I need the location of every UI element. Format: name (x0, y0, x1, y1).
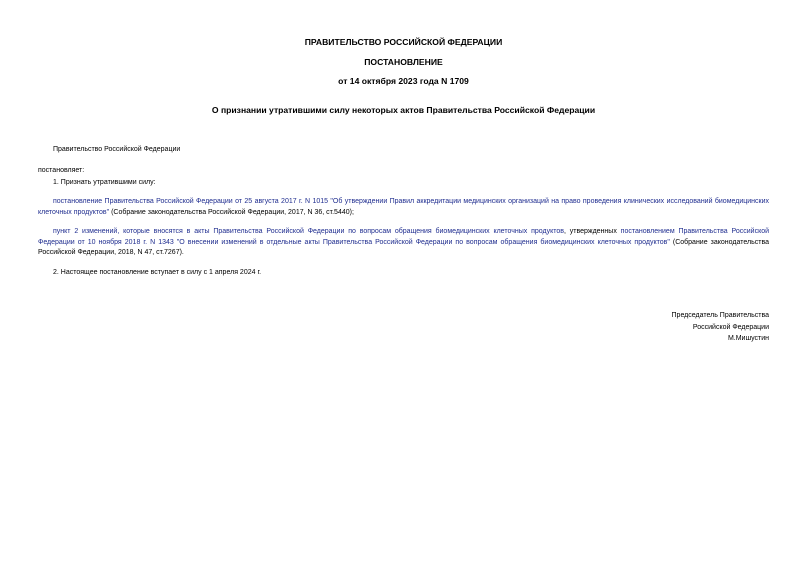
item1-b-mid: , утвержденных (563, 228, 621, 235)
amendments-item2-link[interactable]: пункт 2 изменений, которые вносятся в акты Правительства Российской Федерации по вопросам обращения биомедицинских клеточных продуктов (53, 228, 564, 235)
signatory-position-line1: Председатель Правительства (671, 312, 769, 319)
document-date-number: от 14 октября 2023 года N 1709 (338, 76, 469, 86)
signatory-position-line2: Российской Федерации (692, 323, 769, 331)
signatory-name: М.Мишустин (727, 335, 769, 342)
item1-a-source: (Собрание законодательства Российской Федерации, 2017, N 36, ст.5440); (109, 208, 354, 216)
document-type: ПОСТАНОВЛЕНИЕ (364, 57, 443, 67)
signature-block (672, 310, 769, 345)
item1-paragraph-b (38, 227, 769, 259)
decides-line: постановляет: (38, 167, 85, 174)
item2-paragraph: 2. Настоящее постановление вступает в силу с 1 апреля 2024 г. (53, 269, 262, 276)
item1-paragraph-a (38, 197, 769, 218)
government-heading: ПРАВИТЕЛЬСТВО РОССИЙСКОЙ ФЕДЕРАЦИИ (304, 37, 503, 47)
resolution-1343-link[interactable]: постановлением Правительства Российской Федерации от 10 ноября 2018 г. N 1343 "О внесении изменений в отдельные акты Правительства Российской Федерации по вопросам обращения биомедицинских клеточных продуктов" (38, 228, 770, 246)
resolution-1015-link[interactable]: постановление Правительства Российской Федерации от 25 августа 2017 г. N 1015 "Об утверждении Правил аккредитации медицинских организаций на право проведения клинических исследований биомедицинских клеточных продуктов" (38, 198, 769, 216)
item1-intro: 1. Признать утратившими силу: (53, 179, 156, 186)
document-title: О признании утратившими силу некоторых актов Правительства Российской Федерации (211, 105, 596, 115)
item1-b-source: (Собрание законодательства Российской Федерации, 2018, N 47, ст.7267). (38, 238, 769, 256)
issuer-line: Правительство Российской Федерации (53, 146, 181, 153)
